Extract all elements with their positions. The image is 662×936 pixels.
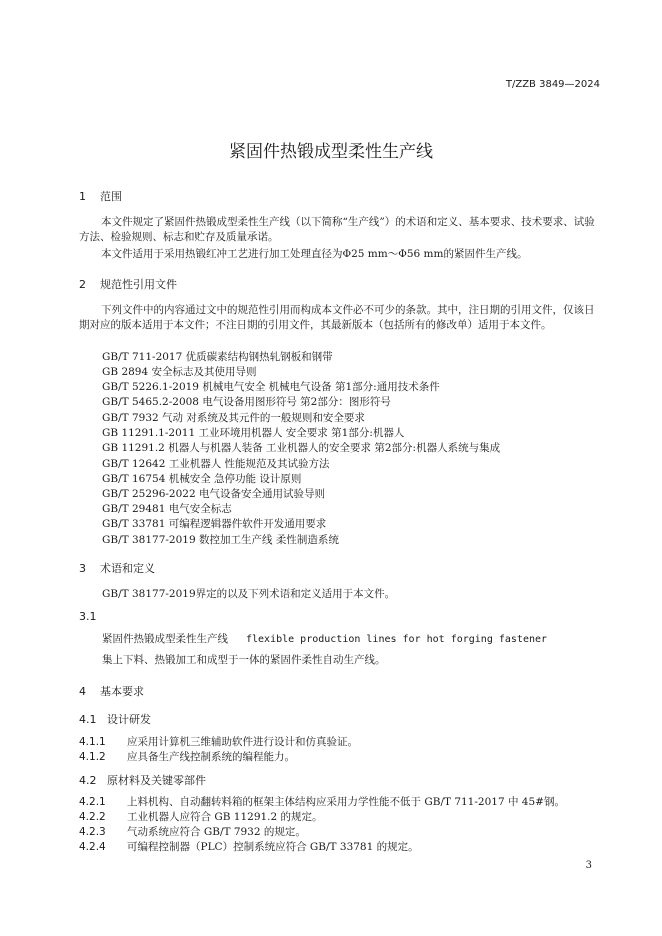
clause-number: 4.2.3 bbox=[79, 826, 106, 838]
section-4-heading bbox=[79, 683, 144, 699]
term-english: flexible production lines for hot forging fastener bbox=[246, 634, 548, 645]
clause-text: 可编程控制器（PLC）控制系统应符合 GB/T 33781 的规定。 bbox=[127, 841, 419, 853]
subsection-number: 4.1 bbox=[79, 713, 97, 726]
reference-item: GB/T 38177-2019 数控加工生产线 柔性制造系统 bbox=[102, 534, 339, 546]
term-number: 3.1 bbox=[79, 610, 97, 623]
normative-references-intro: 下列文件中的内容通过文中的规范性引用而构成本文件必不可少的条款。其中，注日期的引用文件，仅该日期对应的版本适用于本文件；不注日期的引用文件，其最新版本（包括所有的修改单）适用于本文件。 bbox=[79, 304, 595, 331]
section-title: 范围 bbox=[100, 190, 122, 203]
clause-number: 4.1.1 bbox=[79, 736, 106, 748]
subsection-4-2-heading bbox=[79, 772, 206, 788]
subsection-title: 原材料及关键零部件 bbox=[107, 774, 206, 787]
clause-item bbox=[79, 734, 358, 749]
terms-intro: GB/T 38177-2019界定的以及下列术语和定义适用于本文件。 bbox=[102, 588, 396, 600]
section-3-heading bbox=[79, 560, 155, 576]
term-entry bbox=[102, 631, 547, 646]
clause-item bbox=[79, 809, 323, 824]
section-2-heading bbox=[79, 276, 177, 292]
clause-number: 4.2.4 bbox=[79, 841, 106, 853]
clause-number: 4.2.2 bbox=[79, 811, 106, 823]
reference-item: GB/T 711-2017 优质碳素结构钢热轧钢板和钢带 bbox=[102, 351, 333, 363]
section-number: 2 bbox=[79, 278, 86, 291]
clause-item bbox=[79, 749, 295, 764]
reference-item: GB 11291.2 机器人与机器人装备 工业机器人的安全要求 第2部分:机器人系统与集成 bbox=[102, 442, 501, 454]
reference-item: GB/T 7932 气动 对系统及其元件的一般规则和安全要求 bbox=[102, 412, 365, 424]
subsection-number: 4.2 bbox=[79, 774, 97, 787]
section-number: 4 bbox=[79, 685, 86, 698]
clause-text: 气动系统应符合 GB/T 7932 的规定。 bbox=[127, 826, 306, 838]
section-title: 规范性引用文件 bbox=[100, 278, 177, 291]
section-number: 3 bbox=[79, 562, 86, 575]
section-number: 1 bbox=[79, 190, 86, 203]
reference-item: GB 2894 安全标志及其使用导则 bbox=[102, 366, 257, 378]
clause-number: 4.2.1 bbox=[79, 796, 106, 808]
reference-item: GB/T 29481 电气安全标志 bbox=[102, 503, 232, 515]
reference-item: GB/T 12642 工业机器人 性能规范及其试验方法 bbox=[102, 458, 330, 470]
term-definition: 集上下料、热锻加工和成型于一体的紧固件柔性自动生产线。 bbox=[102, 654, 386, 666]
page-number: 3 bbox=[585, 860, 592, 871]
clause-item bbox=[79, 794, 565, 809]
clause-item bbox=[79, 824, 306, 839]
clause-text: 上料机构、自动翻转料箱的框架主体结构应采用力学性能不低于 GB/T 711-2017 中 45#钢。 bbox=[127, 796, 565, 808]
standard-code: T/ZZB 3849—2024 bbox=[505, 79, 600, 90]
subsection-4-1-heading bbox=[79, 711, 151, 727]
scope-paragraph-2: 本文件适用于采用热锻红冲工艺进行加工处理直径为Φ25 mm～Φ56 mm的紧固件生产线。 bbox=[101, 248, 528, 260]
subsection-title: 设计研发 bbox=[107, 713, 151, 726]
term-chinese: 紧固件热锻成型柔性生产线 bbox=[102, 633, 228, 645]
scope-paragraph-1: 本文件规定了紧固件热锻成型柔性生产线（以下简称“生产线”）的术语和定义、基本要求、技术要求、试验方法、检验规则、标志和贮存及质量承诺。 bbox=[79, 216, 595, 243]
clause-text: 工业机器人应符合 GB 11291.2 的规定。 bbox=[127, 811, 323, 823]
reference-item: GB 11291.1-2011 工业环境用机器人 安全要求 第1部分:机器人 bbox=[102, 427, 405, 439]
document-title: 紧固件热锻成型柔性生产线 bbox=[229, 142, 433, 162]
reference-item: GB/T 16754 机械安全 急停功能 设计原则 bbox=[102, 473, 302, 485]
reference-item: GB/T 33781 可编程逻辑器件软件开发通用要求 bbox=[102, 518, 327, 530]
section-1-heading bbox=[79, 188, 122, 204]
reference-item: GB/T 5226.1-2019 机械电气安全 机械电气设备 第1部分:通用技术条件 bbox=[102, 381, 440, 393]
clause-item bbox=[79, 839, 419, 854]
section-title: 基本要求 bbox=[100, 685, 144, 698]
reference-item: GB/T 5465.2-2008 电气设备用图形符号 第2部分：图形符号 bbox=[102, 396, 391, 408]
reference-item: GB/T 25296-2022 电气设备安全通用试验导则 bbox=[102, 488, 325, 500]
clause-text: 应采用计算机三维辅助软件进行设计和仿真验证。 bbox=[127, 736, 358, 748]
section-title: 术语和定义 bbox=[100, 562, 155, 575]
clause-number: 4.1.2 bbox=[79, 751, 106, 763]
clause-text: 应具备生产线控制系统的编程能力。 bbox=[127, 751, 295, 763]
